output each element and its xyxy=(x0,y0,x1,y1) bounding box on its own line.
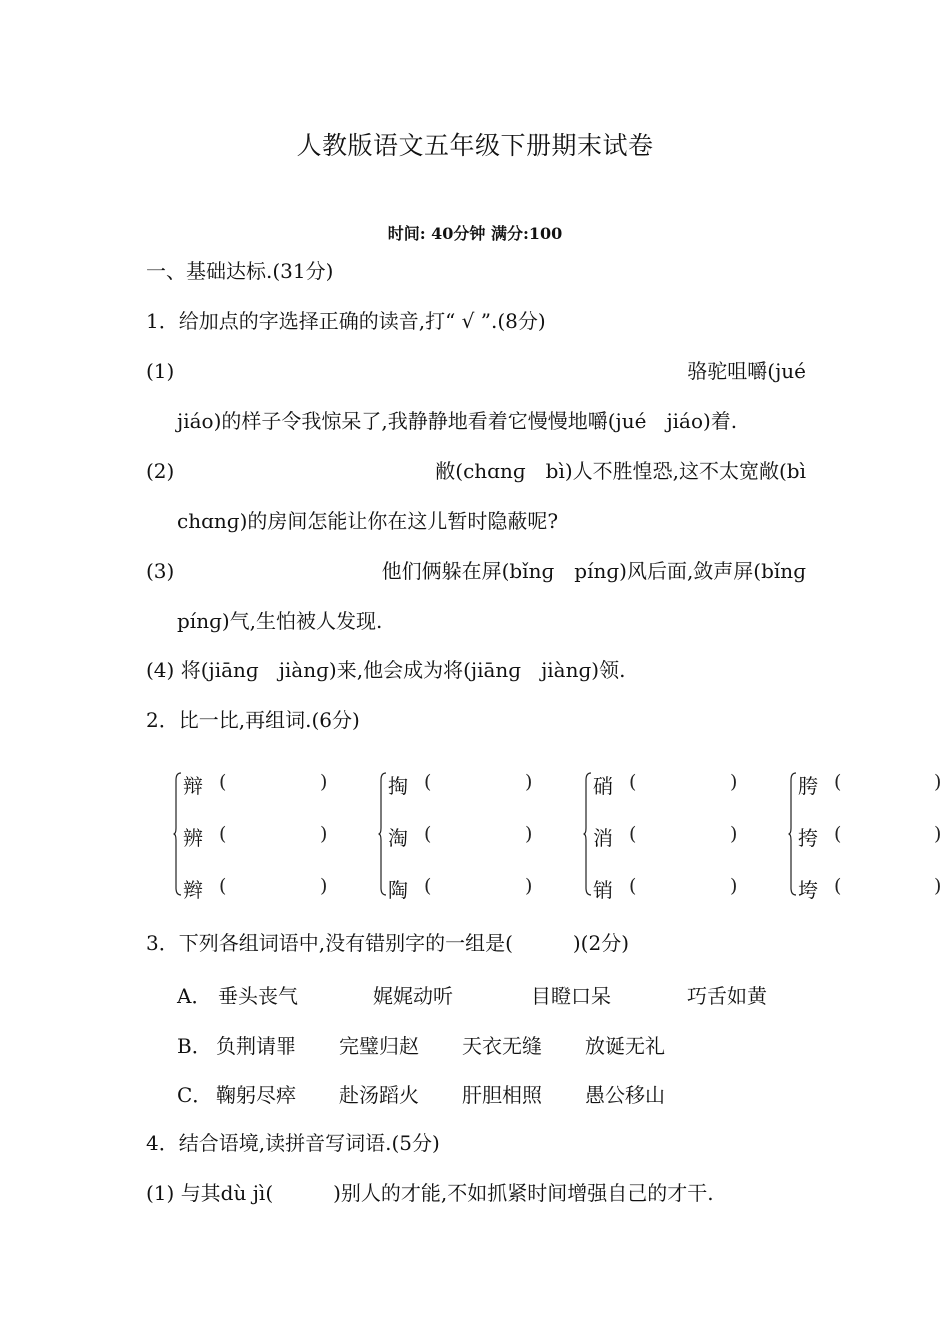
answer-close-paren: ) xyxy=(730,771,738,793)
q3-option-c-word: 赴汤蹈火 xyxy=(339,1083,419,1107)
q3-option-b-word: 负荆请罪 xyxy=(216,1034,296,1058)
q3-option-a-word: 垂头丧气 xyxy=(218,984,298,1008)
section-heading: 一、基础达标.(31分) xyxy=(146,259,334,283)
compare-character: 辨 xyxy=(183,826,203,850)
compare-character: 淘 xyxy=(388,826,408,850)
q1-item-3-line1: 他们俩躲在屏(bǐnɡ pínɡ)风后面,敛声屏(bǐnɡ xyxy=(381,559,806,583)
answer-close-paren: ) xyxy=(320,875,328,897)
answer-blank[interactable] xyxy=(233,772,323,798)
answer-blank[interactable] xyxy=(848,876,933,902)
answer-close-paren: ) xyxy=(525,875,533,897)
q1-item-1-number: (1) xyxy=(146,359,175,383)
page-title: 人教版语文五年级下册期末试卷 xyxy=(296,131,654,160)
q3-option-b-word: 完璧归赵 xyxy=(339,1034,419,1058)
question-1-heading: 1．给加点的字选择正确的读音,打“ √ ”.(8分) xyxy=(146,309,546,333)
answer-close-paren: ) xyxy=(730,823,738,845)
answer-blank[interactable] xyxy=(643,824,733,850)
answer-blank[interactable] xyxy=(438,824,528,850)
q3-option-c-word: 鞠躬尽瘁 xyxy=(216,1083,296,1107)
answer-open-paren: ( xyxy=(629,875,637,897)
question-3-heading: 3．下列各组词语中,没有错别字的一组是( )(2分) xyxy=(146,931,630,955)
left-brace-icon xyxy=(173,772,182,896)
left-brace-icon xyxy=(583,772,592,896)
answer-open-paren: ( xyxy=(629,823,637,845)
q1-item-4-line1: 将(jiānɡ jiànɡ)来,他会成为将(jiānɡ jiànɡ)领. xyxy=(180,658,626,682)
q1-item-2-line1: 敝(chɑnɡ bì)人不胜惶恐,这不太宽敞(bì xyxy=(435,459,806,483)
answer-close-paren: ) xyxy=(934,771,942,793)
q1-item-3-line2: pínɡ)气,生怕被人发现. xyxy=(177,609,383,633)
answer-blank[interactable] xyxy=(438,772,528,798)
answer-close-paren: ) xyxy=(525,823,533,845)
q1-item-4-number: (4) xyxy=(146,658,175,682)
option-label: C． xyxy=(177,1083,213,1107)
compare-character: 辫 xyxy=(183,878,203,902)
answer-open-paren: ( xyxy=(424,823,432,845)
q3-option-b xyxy=(177,1030,212,1059)
answer-open-paren: ( xyxy=(219,771,227,793)
q1-item-2-line2: chɑnɡ)的房间怎能让你在这儿暂时隐蔽呢? xyxy=(177,509,559,533)
answer-open-paren: ( xyxy=(834,771,842,793)
answer-open-paren: ( xyxy=(219,823,227,845)
q1-item-2-number: (2) xyxy=(146,459,175,483)
answer-open-paren: ( xyxy=(834,823,842,845)
answer-close-paren: ) xyxy=(525,771,533,793)
exam-meta: 时间: 40分钟 满分:100 xyxy=(387,224,563,243)
left-brace-icon xyxy=(378,772,387,896)
answer-blank[interactable] xyxy=(438,876,528,902)
answer-open-paren: ( xyxy=(834,875,842,897)
question-4-heading: 4．结合语境,读拼音写词语.(5分) xyxy=(146,1131,440,1155)
q1-item-1-line2: jiáo)的样子令我惊呆了,我静静地看着它慢慢地嚼(jué jiáo)着. xyxy=(177,409,738,433)
option-label: A． xyxy=(177,984,212,1008)
compare-character: 垮 xyxy=(798,878,818,902)
q3-option-c xyxy=(177,1079,212,1108)
answer-close-paren: ) xyxy=(320,771,328,793)
question-2-heading: 2．比一比,再组词.(6分) xyxy=(146,708,360,732)
compare-character: 消 xyxy=(593,826,613,850)
answer-open-paren: ( xyxy=(424,875,432,897)
compare-character: 挎 xyxy=(798,826,818,850)
answer-blank[interactable] xyxy=(848,824,933,850)
q3-option-a-word: 娓娓动听 xyxy=(373,984,453,1008)
left-brace-icon xyxy=(788,772,797,896)
q3-option-a-word: 目瞪口呆 xyxy=(531,984,611,1008)
answer-close-paren: ) xyxy=(730,875,738,897)
answer-blank[interactable] xyxy=(643,772,733,798)
compare-character: 辩 xyxy=(183,774,203,798)
option-label: B． xyxy=(177,1034,212,1058)
q3-option-b-word: 放诞无礼 xyxy=(585,1034,665,1058)
compare-character: 掏 xyxy=(388,774,408,798)
q3-option-b-word: 天衣无缝 xyxy=(462,1034,542,1058)
answer-close-paren: ) xyxy=(320,823,328,845)
compare-character: 胯 xyxy=(798,774,818,798)
answer-close-paren: ) xyxy=(934,823,942,845)
answer-open-paren: ( xyxy=(424,771,432,793)
answer-blank[interactable] xyxy=(233,876,323,902)
q1-item-1-line1: 骆驼咀嚼(jué xyxy=(687,359,806,383)
answer-close-paren: ) xyxy=(934,875,942,897)
answer-blank[interactable] xyxy=(643,876,733,902)
answer-open-paren: ( xyxy=(219,875,227,897)
answer-open-paren: ( xyxy=(629,771,637,793)
q1-item-4 xyxy=(146,656,625,684)
answer-blank[interactable] xyxy=(233,824,323,850)
q4-item-1: (1) 与其dù jì( )别人的才能,不如抓紧时间增强自己的才干. xyxy=(146,1181,714,1205)
q3-option-a xyxy=(177,980,211,1009)
q1-item-3-number: (3) xyxy=(146,559,175,583)
compare-character: 陶 xyxy=(388,878,408,902)
q3-option-a-word: 巧舌如黄 xyxy=(687,984,767,1008)
compare-character: 硝 xyxy=(593,774,613,798)
answer-blank[interactable] xyxy=(848,772,933,798)
q3-option-c-word: 愚公移山 xyxy=(585,1083,665,1107)
compare-character: 销 xyxy=(593,878,613,902)
q3-option-c-word: 肝胆相照 xyxy=(462,1083,542,1107)
